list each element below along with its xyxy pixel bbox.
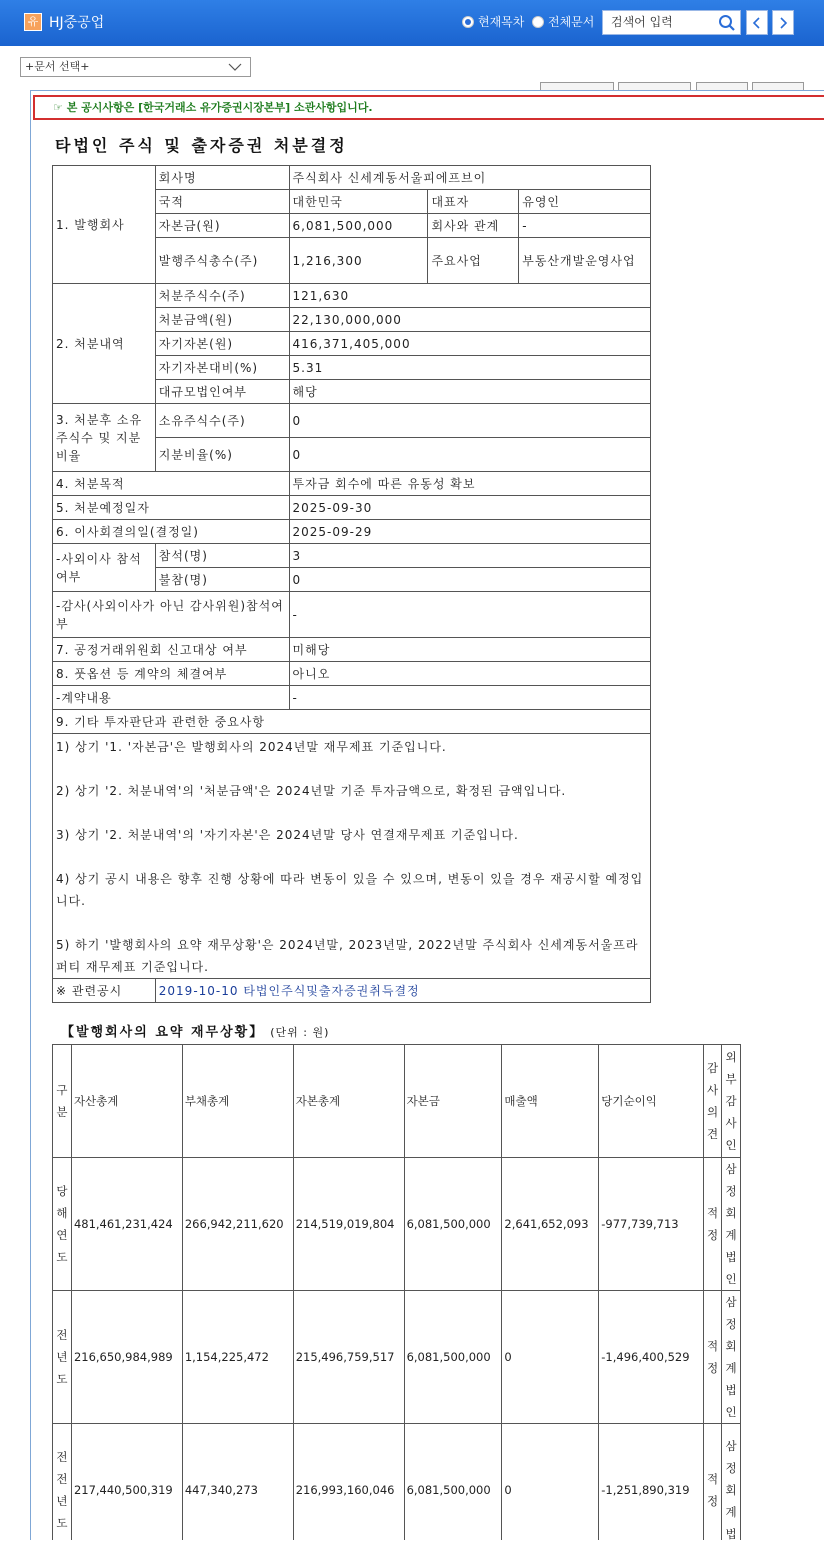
cell: 삼정회계법인 bbox=[722, 1291, 741, 1424]
cell: 6,081,500,000 bbox=[404, 1291, 502, 1424]
cell: -1,251,890,319 bbox=[599, 1424, 704, 1541]
financial-table bbox=[52, 1044, 741, 1540]
label: 소유주식수(주) bbox=[155, 404, 289, 438]
cell: 215,496,759,517 bbox=[293, 1291, 404, 1424]
column-header: 매출액 bbox=[502, 1045, 599, 1158]
label: 참석(명) bbox=[155, 544, 289, 568]
table-row bbox=[53, 1158, 741, 1291]
label: 자기자본(원) bbox=[155, 332, 289, 356]
value: 416,371,405,000 bbox=[289, 332, 650, 356]
note-item: 1) 상기 '1. '자본금'은 발행회사의 2024년말 재무제표 기준입니다. bbox=[56, 740, 447, 754]
outside-director-label: -사외이사 참석여부 bbox=[53, 544, 156, 592]
cell: 216,650,984,989 bbox=[71, 1291, 182, 1424]
label: 자기자본대비(%) bbox=[155, 356, 289, 380]
chevron-right-icon bbox=[778, 17, 788, 29]
value: 121,630 bbox=[289, 284, 650, 308]
label: 처분주식수(주) bbox=[155, 284, 289, 308]
cell: 0 bbox=[502, 1291, 599, 1424]
financial-title-text: 【발행회사의 요약 재무상황】 bbox=[61, 1025, 265, 1040]
table-row bbox=[53, 1424, 741, 1541]
other-matters-label: 9. 기타 투자판단과 관련한 중요사항 bbox=[53, 710, 651, 734]
other-matters-notes bbox=[53, 734, 651, 979]
value: 2025-09-29 bbox=[289, 520, 650, 544]
page-title: 타법인 주식 및 출자증권 처분결정 bbox=[55, 136, 348, 155]
value: 유영인 bbox=[519, 190, 651, 214]
note-item: 4) 상기 공시 내용은 향후 진행 상황에 따라 변동이 있을 수 있으며, 변동이 있을 경우 재공시할 예정입니다. bbox=[56, 872, 644, 908]
row-label: 전전년도 bbox=[53, 1424, 72, 1541]
cell: 적정 bbox=[704, 1291, 722, 1424]
cell: 적정 bbox=[704, 1158, 722, 1291]
radio-current-section[interactable] bbox=[462, 13, 524, 30]
cell: 2,641,652,093 bbox=[502, 1158, 599, 1291]
cell: 0 bbox=[502, 1424, 599, 1541]
radio-unchecked-icon[interactable] bbox=[532, 16, 544, 28]
label: 대표자 bbox=[428, 190, 519, 214]
value: 6,081,500,000 bbox=[289, 214, 428, 238]
cell: 266,942,211,620 bbox=[182, 1158, 293, 1291]
financial-unit: (단위 : 원) bbox=[270, 1026, 330, 1039]
cell: 삼정회계법인 bbox=[722, 1158, 741, 1291]
column-header: 부채총계 bbox=[182, 1045, 293, 1158]
column-header: 자본금 bbox=[404, 1045, 502, 1158]
value: - bbox=[519, 214, 651, 238]
label: 지분비율(%) bbox=[155, 438, 289, 472]
value: 주식회사 신세계동서울피에프브이 bbox=[289, 166, 650, 190]
label: 5. 처분예정일자 bbox=[53, 496, 290, 520]
value: 부동산개발운영사업 bbox=[519, 238, 651, 284]
value: 0 bbox=[289, 404, 650, 438]
note-item: 3) 상기 '2. 처분내역'의 '자기자본'은 2024년말 당사 연결재무제표 기준입니다. bbox=[56, 828, 519, 842]
label: 회사명 bbox=[155, 166, 289, 190]
label: 6. 이사회결의일(결정일) bbox=[53, 520, 290, 544]
label: 7. 공정거래위원회 신고대상 여부 bbox=[53, 638, 290, 662]
label: 자본금(원) bbox=[155, 214, 289, 238]
label: 회사와 관계 bbox=[428, 214, 519, 238]
column-header: 자산총계 bbox=[71, 1045, 182, 1158]
table-row bbox=[53, 1291, 741, 1424]
value: 1,216,300 bbox=[289, 238, 428, 284]
value: 미해당 bbox=[289, 638, 650, 662]
document-select-value: +문서 선택+ bbox=[25, 60, 90, 73]
label: 8. 풋옵션 등 계약의 체결여부 bbox=[53, 662, 290, 686]
cell: -977,739,713 bbox=[599, 1158, 704, 1291]
label: 국적 bbox=[155, 190, 289, 214]
after-section-label: 3. 처분후 소유주식수 및 지분비율 bbox=[53, 404, 156, 472]
value: 아니오 bbox=[289, 662, 650, 686]
search-placeholder: 검색어 입력 bbox=[611, 15, 673, 29]
cell: 217,440,500,319 bbox=[71, 1424, 182, 1541]
cell: 1,154,225,472 bbox=[182, 1291, 293, 1424]
value: 투자금 회수에 따른 유동성 확보 bbox=[289, 472, 650, 496]
label: 4. 처분목적 bbox=[53, 472, 290, 496]
cell: 216,993,160,046 bbox=[293, 1424, 404, 1541]
document-select[interactable] bbox=[20, 57, 251, 77]
value: 0 bbox=[289, 438, 650, 472]
radio-all-documents[interactable] bbox=[532, 13, 594, 30]
label: -계약내용 bbox=[53, 686, 290, 710]
cell: 447,340,273 bbox=[182, 1424, 293, 1541]
cell: 214,519,019,804 bbox=[293, 1158, 404, 1291]
document-frame bbox=[30, 90, 824, 1540]
label: 대규모법인여부 bbox=[155, 380, 289, 404]
value: 22,130,000,000 bbox=[289, 308, 650, 332]
cell: 481,461,231,424 bbox=[71, 1158, 182, 1291]
row-label: 당해연도 bbox=[53, 1158, 72, 1291]
search-icon[interactable] bbox=[718, 14, 736, 32]
label: -감사(사외이사가 아닌 감사위원)참석여부 bbox=[53, 592, 290, 638]
related-label: ※ 관련공시 bbox=[53, 979, 156, 1003]
financial-summary-title bbox=[61, 1021, 329, 1040]
value: 3 bbox=[289, 544, 650, 568]
prev-button[interactable] bbox=[746, 10, 768, 35]
value: 대한민국 bbox=[289, 190, 428, 214]
related-disclosure-link[interactable]: 2019-10-10 타법인주식및출자증권취득결정 bbox=[158, 983, 420, 998]
label: 불참(명) bbox=[155, 568, 289, 592]
cell: -1,496,400,529 bbox=[599, 1291, 704, 1424]
value: 2025-09-30 bbox=[289, 496, 650, 520]
disclosure-table bbox=[52, 165, 651, 1003]
note-item: 2) 상기 '2. 처분내역'의 '처분금액'은 2024년말 기준 투자금액으로, 확정된 금액입니다. bbox=[56, 784, 567, 798]
disposal-section-label: 2. 처분내역 bbox=[53, 284, 156, 404]
issuer-section-label: 1. 발행회사 bbox=[53, 166, 156, 284]
label: 발행주식총수(주) bbox=[155, 238, 289, 284]
app-title: HJ중공업 bbox=[49, 15, 105, 31]
cell: 삼정회계법 bbox=[722, 1424, 741, 1541]
value: - bbox=[289, 686, 650, 710]
search-input[interactable] bbox=[602, 10, 741, 35]
column-header: 당기순이익 bbox=[599, 1045, 704, 1158]
app-logo-icon: 유 bbox=[24, 13, 42, 31]
row-label: 전년도 bbox=[53, 1291, 72, 1424]
cell: 적정 bbox=[704, 1424, 722, 1541]
note-item: 5) 하기 '발행회사의 요약 재무상황'은 2024년말, 2023년말, 2022년말 주식회사 신세계동서울프라퍼티 재무제표 기준입니다. bbox=[56, 938, 639, 974]
radio-current-label: 현재목차 bbox=[478, 15, 525, 29]
chevron-left-icon bbox=[752, 17, 762, 29]
label: 처분금액(원) bbox=[155, 308, 289, 332]
value: - bbox=[289, 592, 650, 638]
cell: 6,081,500,000 bbox=[404, 1158, 502, 1291]
next-button[interactable] bbox=[772, 10, 794, 35]
value: 0 bbox=[289, 568, 650, 592]
label: 주요사업 bbox=[428, 238, 519, 284]
header-bar bbox=[0, 0, 824, 46]
column-header: 감사의견 bbox=[704, 1045, 722, 1158]
notice-banner: ☞ 본 공시사항은 [한국거래소 유가증권시장본부] 소관사항입니다. bbox=[33, 95, 824, 120]
column-header: 외부감사인 bbox=[722, 1045, 741, 1158]
radio-all-label: 전체문서 bbox=[548, 15, 595, 29]
value: 해당 bbox=[289, 380, 650, 404]
cell: 6,081,500,000 bbox=[404, 1424, 502, 1541]
value: 5.31 bbox=[289, 356, 650, 380]
column-header: 구분 bbox=[53, 1045, 72, 1158]
radio-checked-icon[interactable] bbox=[462, 16, 474, 28]
chevron-down-icon bbox=[228, 63, 242, 71]
column-header: 자본총계 bbox=[293, 1045, 404, 1158]
